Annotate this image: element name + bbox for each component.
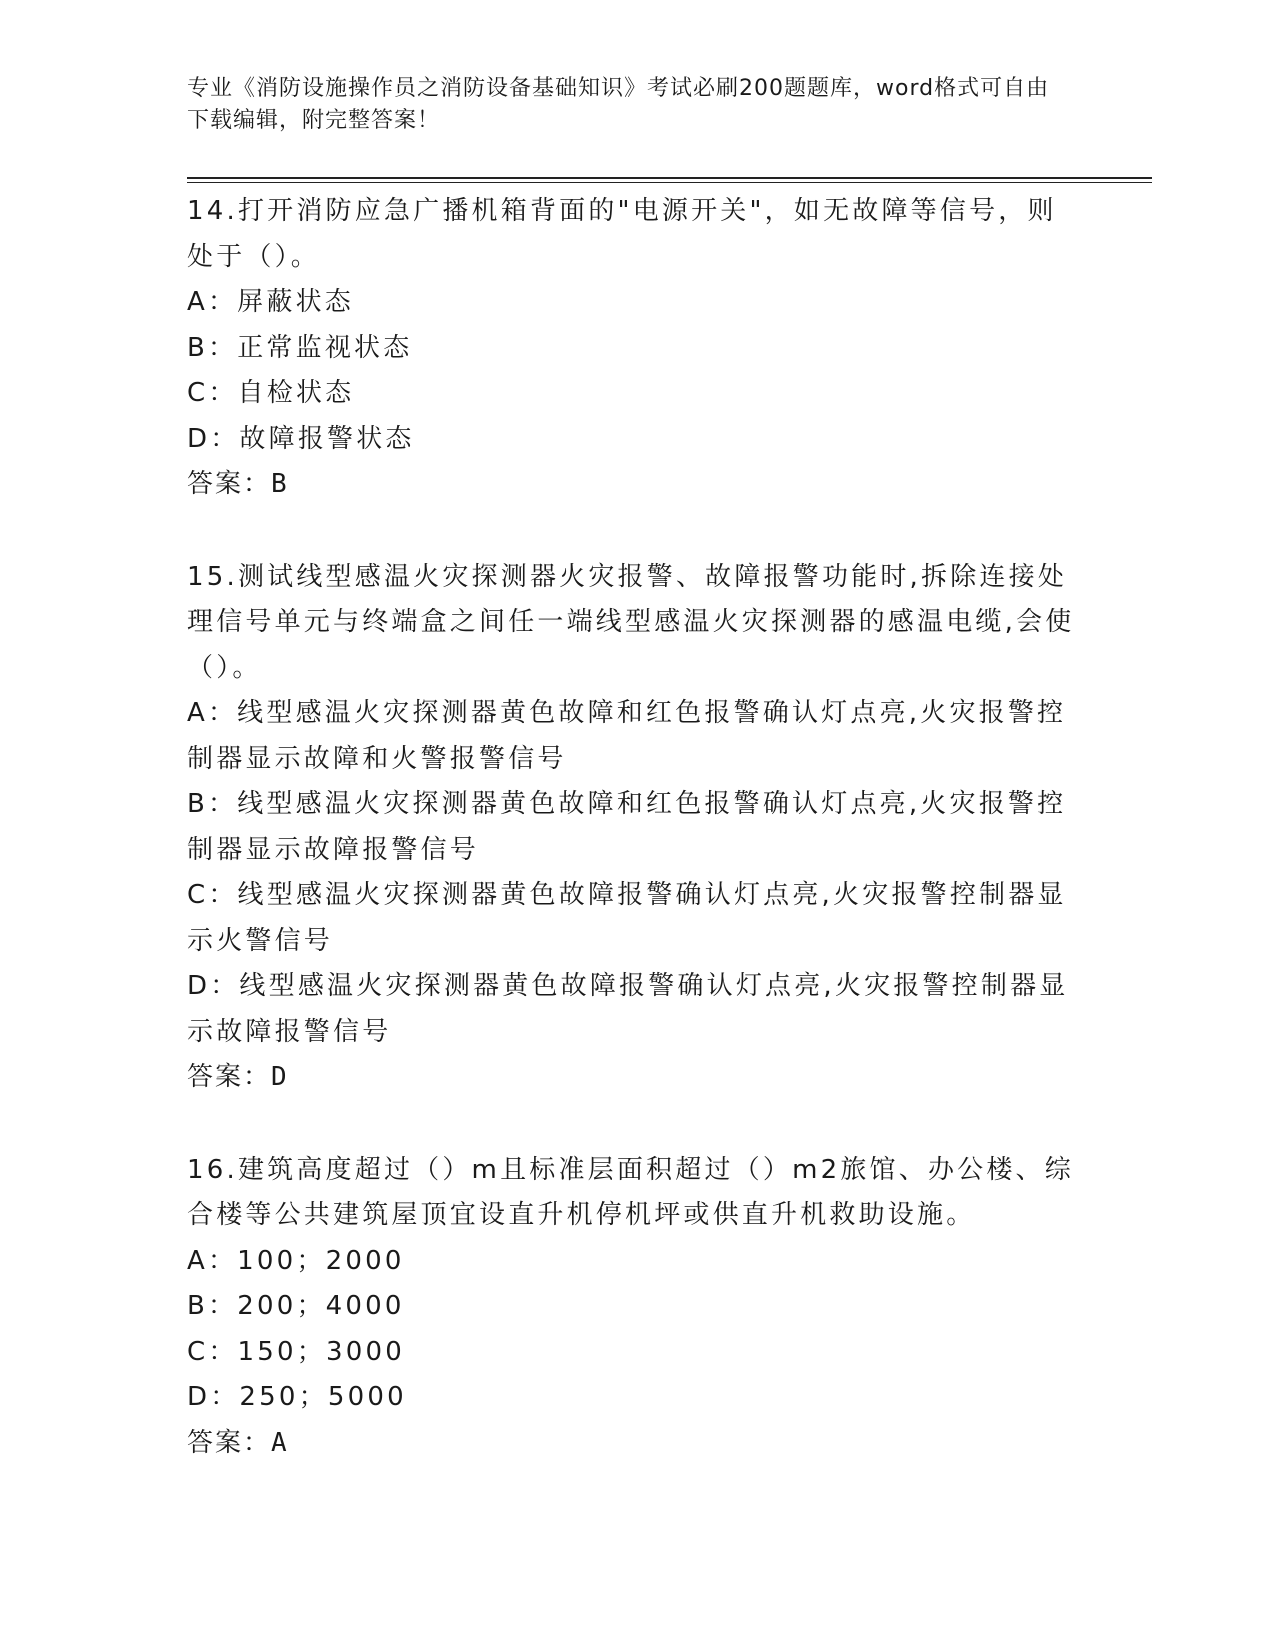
option-a: A：100；2000 (187, 1245, 405, 1276)
option-b: B：线型感温火灾探测器黄色故障和红色报警确认灯点亮,火灾报警控制器显示故障报警信号 (187, 789, 1067, 865)
question-16 (187, 1148, 1077, 1467)
question-14 (187, 189, 1077, 508)
option-c: C：自检状态 (187, 378, 355, 408)
option-c: C：150；3000 (187, 1336, 405, 1367)
option-b: B：200；4000 (187, 1291, 405, 1321)
question-stem: 15.测试线型感温火灾探测器火灾报警、故障报警功能时,拆除连接处理信号单元与终端盒之间任一端线型感温火灾探测器的感温电缆,会使（）。 (187, 561, 1075, 683)
option-a: A：屏蔽状态 (187, 287, 354, 317)
answer-value: D (271, 1062, 289, 1092)
question-stem: 14.打开消防应急广播机箱背面的"电源开关"，如无故障等信号，则处于（）。 (187, 196, 1057, 272)
answer-value: B (271, 469, 289, 499)
option-c: C：线型感温火灾探测器黄色故障报警确认灯点亮,火灾报警控制器显示火警信号 (187, 880, 1067, 956)
answer-label: 答案： (187, 1062, 272, 1092)
option-b: B：正常监视状态 (187, 332, 413, 363)
question-list (187, 189, 1077, 1513)
answer-line (187, 1055, 1077, 1101)
option-d: D：250；5000 (187, 1382, 407, 1412)
answer-label: 答案： (187, 1427, 272, 1458)
question-15 (187, 555, 1077, 1101)
option-d: D：故障报警状态 (187, 423, 415, 454)
option-d: D：线型感温火灾探测器黄色故障报警确认灯点亮,火灾报警控制器显示故障报警信号 (187, 971, 1069, 1047)
question-stem: 16.建筑高度超过（）m且标准层面积超过（）m2旅馆、办公楼、综合楼等公共建筑屋顶宜设直升机停机坪或供直升机救助设施。 (187, 1154, 1074, 1230)
document-header: 专业《消防设施操作员之消防设备基础知识》考试必刷200题题库，word格式可自由下载编辑，附完整答案！ (187, 76, 1050, 133)
option-a: A：线型感温火灾探测器黄色故障和红色报警确认灯点亮,火灾报警控制器显示故障和火警报警信号 (187, 698, 1067, 774)
answer-label: 答案： (187, 469, 272, 499)
header-divider-thin (187, 182, 1152, 183)
answer-line (187, 462, 1077, 508)
answer-line (187, 1421, 1077, 1467)
header-divider (187, 177, 1152, 179)
answer-value: A (271, 1427, 289, 1458)
